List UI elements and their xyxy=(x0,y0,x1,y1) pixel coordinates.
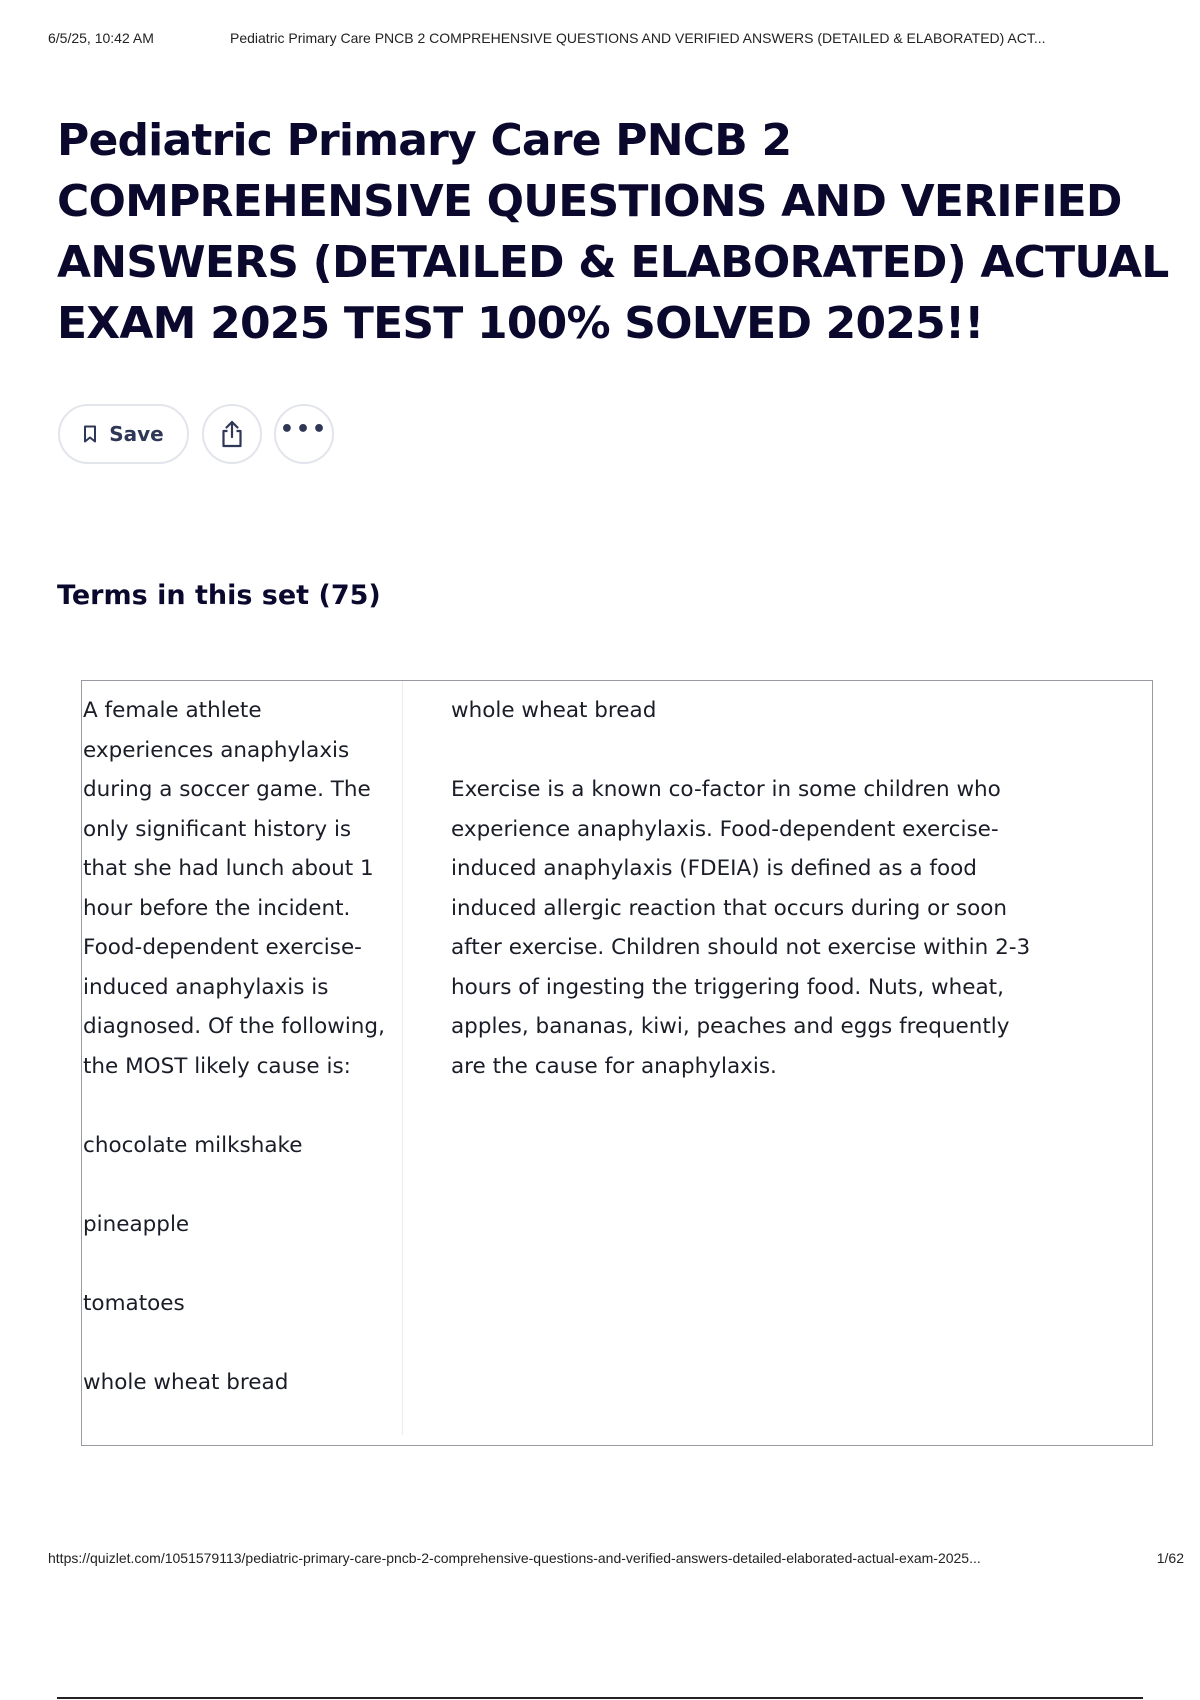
bookmark-icon xyxy=(83,425,97,443)
page-title: Pediatric Primary Care PNCB 2 COMPREHENSIVE QUESTIONS AND VERIFIED ANSWERS (DETAILED & ELABORATED) ACTUAL EXAM 2025 TEST 100% SOLVED 2025!! xyxy=(57,115,1169,349)
print-url: https://quizlet.com/1051579113/pediatric-primary-care-pncb-2-comprehensive-questions-and-verified-answers-detailed-elaborated-actual-exam-2025... xyxy=(48,1550,981,1566)
save-button-label: Save xyxy=(109,422,164,446)
term-option: tomatoes xyxy=(83,1290,185,1316)
page-number: 1/62 xyxy=(1156,1550,1184,1566)
bottom-rule xyxy=(57,1697,1143,1699)
more-horizontal-icon: ••• xyxy=(279,417,329,442)
terms-heading: Terms in this set (75) xyxy=(57,580,381,611)
card-divider xyxy=(402,681,403,1435)
term-card xyxy=(81,680,1153,1446)
term-option: chocolate milkshake xyxy=(83,1132,303,1158)
term-explanation: Exercise is a known co-factor in some children who experience anaphylaxis. Food-dependent exercise-induced anaphylaxis (FDEIA) is defined as a food induced allergic reaction that occurs during or soon after exercise. Children should not exercise within 2-3 hours of ingesting the triggering food. Nuts, wheat, apples, bananas, kiwi, peaches and eggs frequently are the cause for anaphylaxis. xyxy=(451,777,1031,1079)
term-question-side xyxy=(83,691,388,1402)
more-options-button[interactable] xyxy=(274,404,334,464)
print-date: 6/5/25, 10:42 AM xyxy=(48,30,154,46)
term-definition-side xyxy=(451,691,1051,1086)
save-button[interactable] xyxy=(58,404,189,464)
term-question: A female athlete experiences anaphylaxis during a soccer game. The only significant history is that she had lunch about 1 hour before the incident. Food-dependent exercise-induced anaphylaxis is diagnosed. Of the following, the MOST likely cause is: xyxy=(83,698,385,1079)
share-button[interactable] xyxy=(202,404,262,464)
term-option: whole wheat bread xyxy=(83,1369,289,1395)
term-answer: whole wheat bread xyxy=(451,698,657,723)
term-option: pineapple xyxy=(83,1211,190,1237)
print-doc-title: Pediatric Primary Care PNCB 2 COMPREHENSIVE QUESTIONS AND VERIFIED ANSWERS (DETAILED & ELABORATED) ACT... xyxy=(230,30,1046,46)
share-icon xyxy=(220,420,244,448)
